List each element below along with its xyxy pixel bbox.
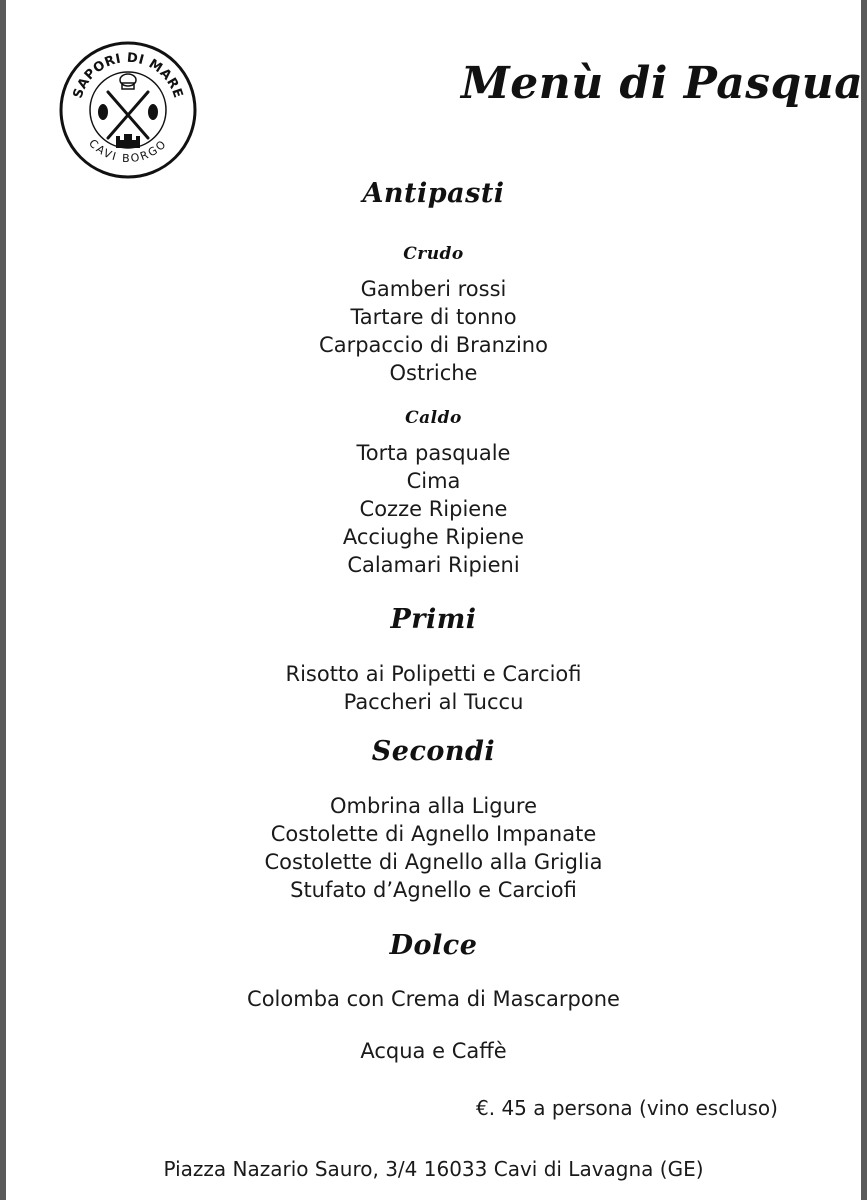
castle-icon (116, 134, 140, 148)
subheading-caldo: Caldo (405, 408, 462, 428)
list-item: Torta pasquale (356, 441, 511, 465)
section-heading-dolce: Dolce (389, 930, 478, 961)
subheading-crudo: Crudo (403, 244, 464, 264)
crossed-knives-icon (108, 92, 148, 138)
fish-icon (98, 104, 158, 120)
extra-line (0, 1037, 867, 1065)
menu-page (6, 0, 864, 1200)
list-item: Ombrina alla Ligure (330, 794, 537, 818)
extra-item: Acqua e Caffè (360, 1039, 507, 1063)
list-item: Costolette di Agnello Impanate (270, 822, 597, 846)
list-item: Stufato d’Agnello e Carciofi (290, 878, 577, 902)
list-item: Gamberi rossi (360, 277, 507, 301)
chef-hat-icon (120, 74, 136, 89)
logo-top-text: SAPORI DI MARE (70, 50, 186, 101)
list-item: Cozze Ripiene (359, 497, 508, 521)
address-text: Piazza Nazario Sauro, 3/4 16033 Cavi di Lavagna (GE) (163, 1157, 704, 1181)
crudo-list (0, 275, 867, 387)
restaurant-logo (58, 40, 198, 180)
section-heading-antipasti: Antipasti (362, 178, 505, 209)
secondi-list (0, 792, 867, 904)
list-item: Acciughe Ripiene (342, 525, 525, 549)
section-heading-secondi: Secondi (371, 736, 496, 767)
list-item: Ostriche (389, 361, 478, 385)
page-title: Menù di Pasqua (461, 58, 864, 109)
list-item: Costolette di Agnello alla Griglia (264, 850, 603, 874)
dolce-list (0, 985, 867, 1013)
list-item: Paccheri al Tuccu (343, 690, 524, 714)
primi-list (0, 660, 867, 716)
list-item: Carpaccio di Branzino (319, 333, 548, 357)
price-text: €. 45 a persona (vino escluso) (476, 1096, 778, 1120)
list-item: Tartare di tonno (350, 305, 517, 329)
logo-bottom-text: CAVI BORGO (86, 136, 170, 166)
section-heading-primi: Primi (390, 604, 477, 635)
caldo-list (0, 439, 867, 579)
list-item: Risotto ai Polipetti e Carciofi (285, 662, 582, 686)
list-item: Calamari Ripieni (347, 553, 520, 577)
list-item: Cima (406, 469, 461, 493)
list-item: Colomba con Crema di Mascarpone (247, 987, 620, 1011)
